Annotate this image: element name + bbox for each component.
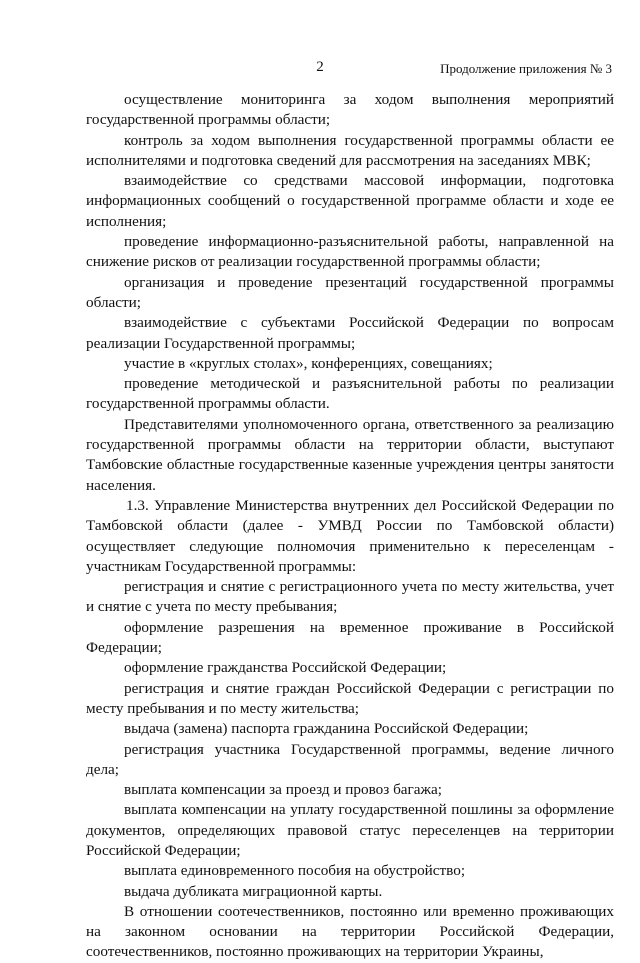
- section-paragraph: 1.3. Управление Министерства внутренних дел Российской Федерации по Тамбовской области (далее - УМВД России по Тамбовской области) осуществляет следующие полномочия применительно к переселенцам - участникам Государственной программы:: [86, 496, 614, 575]
- paragraph: выдача дубликата миграционной карты.: [124, 882, 383, 900]
- paragraph: взаимодействие с субъектами Российской Федерации по вопросам реализации Государственной программы;: [86, 314, 614, 352]
- paragraph: оформление гражданства Российской Федерации;: [124, 659, 447, 677]
- paragraph: проведение методической и разъяснительной работы по реализации государственной программы области.: [86, 375, 614, 413]
- paragraph: регистрация и снятие граждан Российской Федерации с регистрации по месту пребывания и по месту жительства;: [86, 679, 614, 717]
- paragraph: Представителями уполномоченного органа, ответственного за реализацию государственной программы области на территории области, выступают Тамбовские областные государственные казенные учреждения центры занятости населения.: [86, 415, 614, 494]
- paragraph: осуществление мониторинга за ходом выполнения мероприятий государственной программы области;: [86, 91, 614, 129]
- page-number: 2: [316, 59, 324, 75]
- paragraph: контроль за ходом выполнения государственной программы области ее исполнителями и подготовка сведений для рассмотрения на заседаниях МВК;: [86, 131, 614, 169]
- paragraph: оформление разрешения на временное проживание в Российской Федерации;: [86, 618, 614, 657]
- paragraph: организация и проведение презентаций государственной программы области;: [86, 273, 614, 311]
- paragraph: участие в «круглых столах», конференциях, совещаниях;: [124, 354, 493, 372]
- paragraph: проведение информационно-разъяснительной работы, направленной на снижение рисков от реализации государственной программы области;: [86, 233, 614, 271]
- paragraph: выплата компенсации на уплату государственной пошлины за оформление документов, определяющих правовой статус переселенцев на территории Российской Федерации;: [86, 801, 614, 859]
- paragraph: выплата единовременного пособия на обустройство;: [124, 862, 466, 880]
- paragraph: выплата компенсации за проезд и провоз багажа;: [124, 781, 442, 799]
- document-body: [86, 90, 614, 963]
- paragraph: В отношении соотечественников, постоянно или временно проживающих на законном основании на территории Российской Федерации, соотечественников, постоянно проживающих на территории Украины,: [86, 902, 614, 961]
- paragraph: взаимодействие со средствами массовой информации, подготовка информационных сообщений о государственной программе области и ходе ее исполнения;: [86, 172, 614, 230]
- paragraph: выдача (замена) паспорта гражданина Российской Федерации;: [124, 720, 529, 738]
- running-head: Продолжение приложения № 3: [440, 61, 612, 76]
- paragraph: регистрация и снятие с регистрационного учета по месту жительства, учет и снятие с учета по месту пребывания;: [86, 578, 614, 616]
- paragraph: регистрация участника Государственной программы, ведение личного дела;: [86, 740, 614, 778]
